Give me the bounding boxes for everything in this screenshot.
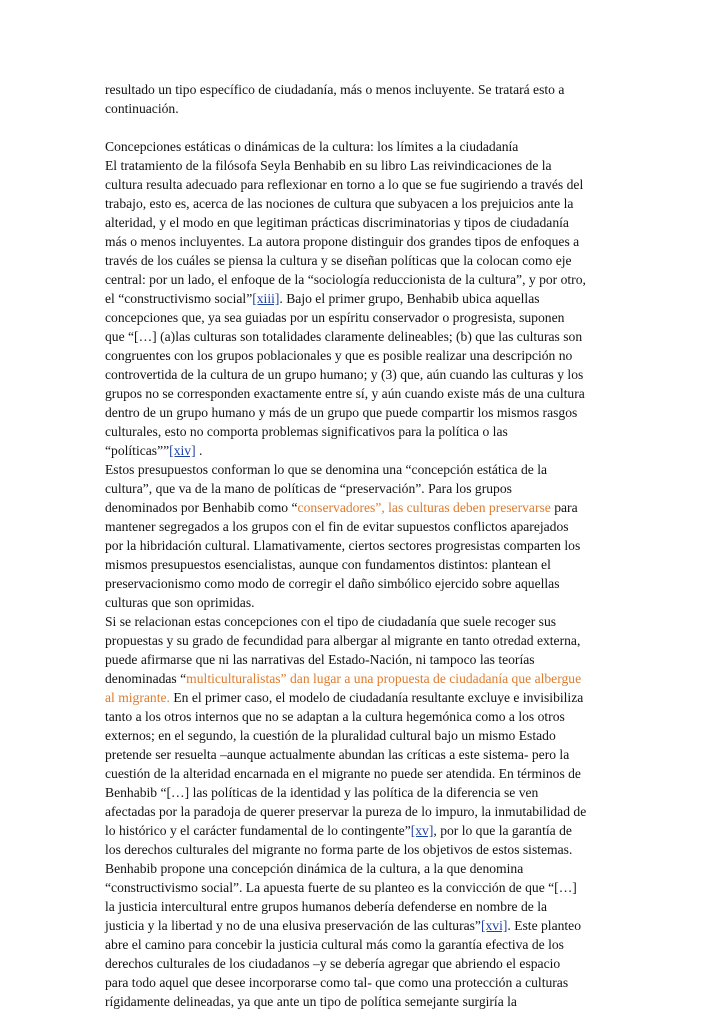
paragraph-text: . Bajo el primer grupo, Benhabib ubica aquellas concepciones que, ya sea guiadas por un espíritu conservador o progresista, suponen que “[…] (a)las culturas son totalidades claramente delineables; (b) que las culturas son congruentes con los grupos poblacionales y que es posible realizar una descripción no controvertida de la cultura de un grupo humano; y (3) que, aún cuando las culturas y los grupos no se corresponden exactamente entre sí, y aún cuando existe más de una cultura dentro de un grupo humano y más de un grupo que puede compartir los mismos rasgos culturales, esto no comporta problemas significativos para la política o las “políticas”” — [105, 291, 585, 458]
paragraph-text: Si se relacionan estas concepciones con el tipo de ciudadanía que suele recoger sus propuestas y su grado de fecundidad para albergar al migrante en tanto otredad externa, puede afirmarse que ni las narrativas del Estado-Nación, ni tampoco las teorías denominadas “ — [105, 614, 581, 686]
paragraph-gap — [105, 118, 628, 137]
paragraph-text: para mantener segregados a los grupos con el fin de evitar supuestos conflictos aparejados por la hibridación cultural. Llamativamente, ciertos sectores progresistas comparten los mismos presupuestos esencialistas, aunque con fundamentos distintos: plantean el preservacionismo como modo de corregir el daño simbólico ejercido sobre aquellas culturas que son oprimidas. — [105, 500, 581, 610]
paragraph-text: , por lo que la garantía de los derechos culturales del migrante no forma parte de los objetivos de estos sistemas. — [105, 823, 573, 857]
paragraph-text: Benhabib propone una concepción dinámica de la cultura, a la que denomina “constructivismo social”. La apuesta fuerte de su planteo es la convicción de que “[…] la justicia intercultural entre grupos humanos debería defenderse en nombre de la justicia y la libertad y no de una elusiva preservación de las culturas” — [105, 861, 577, 933]
footnote-link-xvi[interactable]: [xvi] — [480, 918, 508, 933]
section-heading — [105, 137, 628, 156]
intro-paragraph — [105, 80, 628, 118]
footnote-link-xiv[interactable]: [xiv] — [169, 443, 196, 458]
paragraph-text: Estos presupuestos conforman lo que se denomina una “concepción estática de la cultura”, que va de la mano de políticas de “preservación”. Para los grupos denominados por Benhabib como “ — [105, 462, 548, 515]
footnote-link-xiii[interactable]: [xiii] — [252, 291, 280, 306]
highlighted-text: conservadores”, las culturas deben preservarse — [297, 500, 551, 515]
paragraph-dynamic-conception — [105, 859, 628, 1011]
paragraph-text: En el primer caso, el modelo de ciudadanía resultante excluye e invisibiliza tanto a los otros internos que no se adaptan a la cultura hegemónica como a los otros externos; en el segundo, la cuestión de la pluralidad cultural bajo un mismo Estado pretende ser resuelta –aunque actualmente abundan las críticas a este sistema- pero la cuestión de la alteridad encarnada en el migrante no puede ser atendida. En términos de Benhabib “[…] las políticas de la identidad y las política de la diferencia se ven afectadas por la paradoja de querer preservar la pureza de lo impuro, la inmutabilidad de lo histórico y el carácter fundamental de lo contingente” — [105, 690, 587, 838]
paragraph-text: . Este planteo abre el camino para concebir la justicia cultural más como la garantía efectiva de los derechos culturales de los ciudadanos –y se debería agregar que abriendo el espacio para todo aquel que desee incorporarse como tal- que como una protección a culturas rígidamente delineadas, ya que ante un tipo de política semejante surgiría la — [105, 918, 582, 1009]
paragraph-citizenship — [105, 612, 628, 859]
highlighted-text: multiculturalistas” dan lugar a una propuesta de ciudadanía que albergue al migrante. — [105, 671, 582, 705]
section-heading-text: Concepciones estáticas o dinámicas de la cultura: los límites a la ciudadanía — [105, 139, 519, 154]
paragraph-static-conception — [105, 460, 628, 612]
paragraph-text: . — [195, 443, 203, 458]
footnote-link-xv[interactable]: [xv] — [410, 823, 434, 838]
intro-text: resultado un tipo específico de ciudadanía, más o menos incluyente. Se tratará esto a continuación. — [105, 82, 565, 116]
paragraph-text: El tratamiento de la filósofa Seyla Benhabib en su libro Las reivindicaciones de la cultura resulta adecuado para reflexionar en torno a lo que se fue sugiriendo a través del trabajo, esto es, acerca de las nociones de cultura que subyacen a los prejuicios ante la alteridad, y el modo en que legitiman prácticas discriminatorias y tipos de ciudadanía más o menos incluyentes. La autora propone distinguir dos grandes tipos de enfoques a través de los cuáles se piensa la cultura y se diseñan políticas que la colocan como eje central: por un lado, el enfoque de la “sociología reduccionista de la cultura”, y por otro, el “constructivismo social” — [105, 158, 586, 306]
paragraph-benhabib-intro — [105, 156, 628, 460]
